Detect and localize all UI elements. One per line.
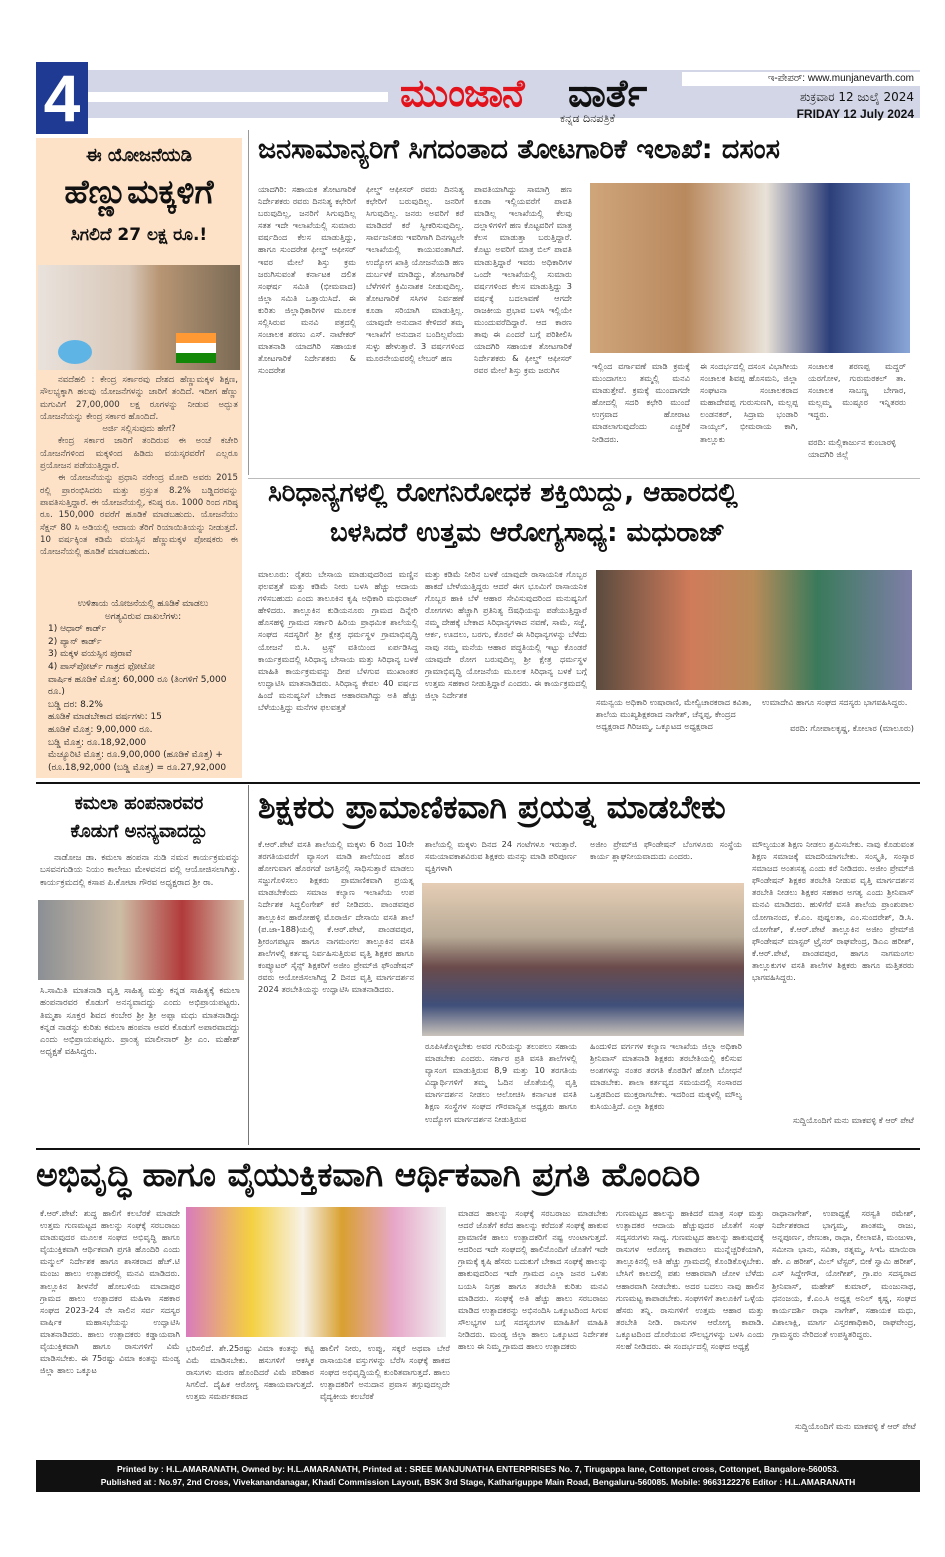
article4-headline: ಅಭಿವೃದ್ಧಿ ಹಾಗೂ ವೈಯುಕ್ತಿಕವಾಗಿ ಆರ್ಥಿಕವಾಗಿ ಪ್ರಗತಿ ಹೊಂದಿರಿ (36, 1155, 701, 1194)
kamala-headline-line1: ಕಮಲಾ ಹಂಪನಾರವರ (74, 793, 204, 814)
article2-caption: ಸಮನ್ವಯ ಅಧಿಕಾರಿ ಉಷಾರಾಣಿ, ಮೇಲ್ವಿಚಾರಕರಾದ ಕವಿತಾ, ಶಾಲೆಯ ಮುಖ್ಯಶಿಕ್ಷಕರಾದ ನಾಗೇಶ್, ಚೆನ್ನಪ್ಪ, ಕೇಂದ್ರದ ಅಧ್ಯಕ್ಷರಾದ ಗಿರಿಜಮ್ಮ, ಒಕ್ಕೂಟದ ಅಧ್ಯಕ್ಷರಾದ (596, 697, 752, 731)
logo-munjane: ಮುಂಜಾನೆ (400, 71, 524, 115)
article1-headline: ಜನಸಾಮಾನ್ಯರಿಗೆ ಸಿಗದಂತಾದ ತೋಟಗಾರಿಕೆ ಇಲಾಖೆ: ದಸಂಸ (258, 134, 780, 165)
fact-item: ಹೂಡಿಕೆ ಮಾಡಬೇಕಾದ ವರ್ಷಗಳು: 15 (48, 712, 162, 723)
kamala-intro: ನಾಡೋಜ ಡಾ. ಕಮಲಾ ಹಂಪನಾ ನುಡಿ ನಮನ ಕಾರ್ಯಕ್ರಮವನ್ನು ಬಸವನಗುಡಿಯ ನಿಯಂ ಕಾಲೇಜು ಮೇಳವನದ ವಲ್ಲಿ ಆಯೋಜಿಸಲಾಗಿತ್ತು. ಕಾರ್ಯಕ್ರಮದಲ್ಲಿ ಕಸಾಪ ಪಿ.ಕೋಟಾ ಗೌರವ ಅಧ್ಯಕ್ಷರಾದ ಶ್ರೀ ರಾ. (40, 853, 240, 888)
docs-title: ಉಳಿತಾಯ ಯೋಜನೆಯಲ್ಲಿ ಹೂಡಿಕೆ ಮಾಡಲು (77, 599, 209, 609)
box-para: ಕೇಂದ್ರ ಸರ್ಕಾರ ಜಾರಿಗೆ ತಂದಿರುವ ಈ ಅಂಚೆ ಕಚೇರಿ ಯೋಜನೆಗಳಿಂದ ಮಕ್ಕಳಿಂದ ಹಿಡಿದು ವಯಸ್ಕರವರೆಗೆ ಎಲ್ಲರೂ ಪ್ರಯೋಜನ ಪಡೆಯುತ್ತಿದ್ದಾರೆ. (40, 436, 238, 472)
article1-col: ಇಲ್ಲಿಂದ ವರ್ಗಾವಣೆ ಮಾಡಿ ಕ್ರಮಕ್ಕೆ ಮುಂದಾಗಲು ತಮ್ಮಲ್ಲಿ ಮನವಿ ಮಾಡುತ್ತೇವೆ. ಕ್ರಮಕ್ಕೆ ಮುಂದಾಗದೇ ಹೋದಲ್ಲಿ ಸದರಿ ಕಛೇರಿ ಮುಂದೆ ಉಗ್ರವಾದ ಹೋರಾಟ ಮಾಡಲಾಗುವುದೆಂದು ಎಚ್ಚರಿಕೆ ನೀಡಿದರು. (592, 361, 690, 444)
article4-col: ಮಾಡದ ಹಾಲನ್ನು ಸಂಘಕ್ಕೆ ಸರಬರಾಜು ಮಾಡಬೇಕು ಆದರೆ ಜೊತೆಗೆ ಕರೆದ ಹಾಲನ್ನು ಕರೆದಂತೆ ಸಂಘಕ್ಕೆ ಹಾಕುವ ಪ್ರಾಮಾಣಿಕ ಹಾಲು ಉತ್ಪಾದಕರಿಗೆ ನಷ್ಟ ಉಂಟಾಗುತ್ತದೆ. ಆದರಿಂದ ಇದೇ ಸಂಘದಲ್ಲಿ ಹಾಲಿನೊಂದಿಗೆ ಜೊತೆಗೆ ಇದೇ ಗ್ರಾಮಕ್ಕೆ ಕೃಷಿ ಹೆಸರು ಬದುಕುಗೆ ಬೇಕಾದ ಸಂಘಕ್ಕೆ ಹಾಲನ್ನು ಹಾಕುವುದರಿಂದ ಇದೇ ಗ್ರಾಮದ ಎಲ್ಲಾ ಜನರ ಒಳಿತು ಬಯಸಿ ನಿಗ್ರಹ ಹಾಗೂ ತರಬೇತಿ ಕುರಿತು ಮನವಿ ಮಾಡಿದರು. ಸಂಘಕ್ಕೆ ಅತಿ ಹೆಚ್ಚು ಹಾಲು ಸರಬರಾಜು ಮಾಡಿದ ಉತ್ಪಾದಕರನ್ನು ಅಭಿನಂದಿಸಿ ಒಕ್ಕೂಟದಿಂದ ಸಿಗುವ ಸೌಲಭ್ಯಗಳ ಬಗ್ಗೆ ಸದಸ್ಯರುಗಳ ಮಾಹಿತಿಗೆ ಮಾಹಿತಿ ನೀಡಿದರು. ಮಂಡ್ಯ ಜಿಲ್ಲಾ ಹಾಲು ಒಕ್ಕೂಟದ ನಿರ್ದೇಶಕ ಹಾಲು ಈ ನಿಮ್ಮ ಗ್ರಾಮದ ಹಾಲು ಉತ್ಪಾದಕರು (458, 1208, 608, 1352)
doc-item: 2) ಪ್ಯಾನ್ ಕಾರ್ಡ್ (48, 636, 102, 647)
article1-photo (590, 183, 910, 353)
tagline: ಕನ್ನಡ ದಿನಪತ್ರಿಕೆ (560, 112, 616, 125)
column-divider (248, 130, 249, 475)
imprint-footer (36, 1460, 920, 1492)
imprint-line1: Printed by : H.L.AMARANATH, Owned by: H.L.AMARANATH, Printed at : SREE MANJUNATHA ENTERPRISES No. 7, Tirugappa lane, Cottonpet cross, Cottonpet, Bangalore-560053. (116, 1464, 840, 1474)
box-subhead: ಸಿಗಲಿದೆ 27 ಲಕ್ಷ ರೂ.! (70, 225, 208, 245)
box-para: ಈ ಯೋಜನೆಯನ್ನು ಪ್ರಧಾನಿ ನರೇಂದ್ರ ಮೋದಿ ಅವರು 2015 ರಲ್ಲಿ ಪ್ರಾರಂಭಿಸಿದರು ಮತ್ತು ಪ್ರಸ್ತುತ 8.2% ಬಡ್ಡಿದರವನ್ನು ಪಾವತಿಸುತ್ತಿದ್ದಾರೆ. ಈ ಯೋಜನೆಯಲ್ಲಿ, ಕನಿಷ್ಠ ರೂ. 1000 ರಿಂದ ಗರಿಷ್ಠ ರೂ. 150,000 ರವರೆಗೆ ಹೂಡಿಕೆ ಮಾಡಬಹುದು. ಯೋಜನೆಯು ಸೆಕ್ಷನ್ 80 ಸಿ ಅಡಿಯಲ್ಲಿ ಆದಾಯ ತೆರಿಗೆ ರಿಯಾಯಿತಿಯನ್ನು ನೀಡುತ್ತದೆ. 10 ವರ್ಷಕ್ಕಿಂತ ಕಡಿಮೆ ವಯಸ್ಸಿನ ಹೆಣ್ಣುಮಕ್ಕಳ ಪೋಷಕರು ಈ ಯೋಜನೆಯಲ್ಲಿ ಹೂಡಿಕೆ ಮಾಡಬಹುದು. (40, 473, 238, 558)
date-english: FRIDAY 12 July 2024 (796, 107, 914, 121)
epaper-link[interactable]: ಇ-ಪೇಪರ್: www.munjanevarth.com (682, 72, 920, 86)
article1-col: ಫೀಲ್ಡ್ ಆಫೀಸರ್ ರವರು ದಿನನಿತ್ಯ ಕಛೇರಿಗೆ ಬರುವುದಿಲ್ಲ. ಜನರಿಗೆ ಸಿಗುವುದಿಲ್ಲ. ಜನರು ಅವರಿಗೆ ಕರೆ ಮಾಡಿದರೆ ಕರೆ ಸ್ವೀಕರಿಸುವುದಿಲ್ಲ. ಸಾರ್ವಜನಿಕರು ಇವರಿಗಾಗಿ ದಿನಗಟ್ಟಲೇ ಇಲಾಖೆಯಲ್ಲಿ ಕಾಯುವಂತಾಗಿದೆ. ಉದ್ಯೋಗ ಖಾತ್ರಿ ಯೋಜನೆಯಡಿ ಹಣ ದುರ್ಬಳಕೆ ಮಾಡಿದ್ದು, ತೋಟಗಾರಿಕೆ ಬೆಳೆಗಳಿಗೆ ಕ್ರಿಮಿನಾಶಕ ನೀಡುವುದಿಲ್ಲ. ತೋಟಗಾರಿಕೆ ಸಸಿಗಳ ನಿರ್ವಹಣೆ ಕೂಡಾ ಸರಿಯಾಗಿ ಮಾಡುತ್ತಿಲ್ಲ. ಯಾವುದೇ ಅನುದಾನ ಕೇಳಿದರೆ ತಮ್ಮ ಇಲಾಖೆಗೆ ಅನುದಾನ ಬಂದಿಲ್ಲವೆಂದು ಸುಳ್ಳು ಹೇಳುತ್ತಾರೆ. 3 ವರ್ಷಗಳಿಂದ ಮೂರನೇಯವರಲ್ಲಿ ಲೇಬರ್ ಹಣ (366, 184, 464, 364)
docs-title: ಅಗತ್ಯವಿರುವ ದಾಖಲೆಗಳು: (104, 611, 182, 622)
article2-caption: ಉಮಾದೇವಿ ಹಾಗೂ ಸಂಘದ ಸದಸ್ಯರು ಭಾಗವಹಿಸಿದ್ದರು. (762, 697, 908, 707)
kamala-body: ಸಿ.ಸಾಮಿತಿ ಮಾತನಾಡಿ ವೃತ್ತಿ ಸಾಹಿತ್ಯ ಮತ್ತು ಕನ್ನಡ ಸಾಹಿತ್ಯಕ್ಕೆ ಕಮಲಾ ಹಂಪನಾರವರ ಕೊಡುಗೆ ಅನನ್ಯವಾದದ್ದು ಎಂದು ಅಭಿಪ್ರಾಯಪಟ್ಟರು. ತಿಮ್ಮಶಾ ಸೂಕ್ತರ ಶಿವದ ಕಂಬೇರ ಶ್ರೀ ಶ್ರೀ ಅಪ್ಪಾ ಮಧು ಮಾತನಾಡಿದ್ದು ಕನ್ನಡ ನಾಡನ್ನು ಕುರಿತು ಕಮಲಾ ಹಂಪನಾ ಅವರ ಕೊಡುಗೆ ಅಪಾರವಾದದ್ದು ಎಂದು ಅಭಿಪ್ರಾಯಪಟ್ಟರು. ಪ್ರಾಂತ್ಯ ಮಾಲೀನಾರ್ ಶ್ರೀ ಎಂ. ಮಹೇಶ್ ಅಧ್ಯಕ್ಷತೆ ವಹಿಸಿದ್ದರು. (40, 986, 240, 1058)
docs-list (48, 598, 238, 774)
article2-headline-line1: ಸಿರಿಧಾನ್ಯಗಳಲ್ಲಿ ರೋಗನಿರೋಧಕ ಶಕ್ತಿಯಿದ್ದು, ಆಹಾರದಲ್ಲಿ (268, 478, 738, 508)
article3-col: ಮೌಲ್ಯಯುತ ಶಿಕ್ಷಣ ನೀಡಲು ಶ್ರಮಿಸಬೇಕು. ನಾವು ಕೊಡುವಂತ ಶಿಕ್ಷಣ ಸಮಾಜಕ್ಕೆ ಮಾದರಿಯಾಗಬೇಕು. ಸಂಸ್ಕೃತಿ, ಸಂಸ್ಕಾರ ಸಮಾಜದ ಅಂತಃಸತ್ವ ಎಂದು ಕರೆ ನೀಡಿದರು. ಅಜೀಂ ಪ್ರೇಮ್‌ಜಿ ಫೌಂಡೇಷನ್ ಶಿಕ್ಷಕರ ತರಬೇತಿ ನೀಡುವ ವೃತ್ತಿ ಮಾರ್ಗದರ್ಶನ ತರಬೇತಿ ನೀಡಲು ಶಿಕ್ಷಕರ ಸಹಕಾರ ಅಗತ್ಯ ಎಂದು ಶ್ರೀನಿವಾಸ್ ಮನವಿ ಮಾಡಿದರು. ಹುಳಿಗೆರೆ ವಸತಿ ಶಾಲೆಯ ಪ್ರಾಂಶುಪಾಲ ಯೋಗಾನಂದ, ಕೆ.ಎಂ. ಪುಷ್ಪಲತಾ, ಎಂ.ಸುಂದರೇಶ್, ಡಿ.ಸಿ. ಯೋಗೇಶ್, ಕೆ.ಆರ್.ಪೇಟೆ ತಾಲ್ಲೂಕಿನ ಅಜೀಂ ಪ್ರೇಮ್‌ಜಿ ಫೌಂಡೇಷನ್ ಮಾಸ್ಟರ್ ಟ್ರೈನರ್ ರಾಘವೇಂದ್ರ, ಡಿಎಎ ಹರೀಶ್, ಕೆ.ಆರ್.ಪೇಟೆ, ಪಾಂಡವಪುರ, ಹಾಗೂ ನಾಗಮಂಗಲ ತಾಲ್ಲೂಕುಗಳ ವಸತಿ ಶಾಲೆಗಳ ಶಿಕ್ಷಕರು ಹಾಗೂ ಮತ್ತಿತರರು ಭಾಗವಹಿಸಿದ್ದರು. (752, 839, 914, 983)
article3-col: ಅಜೀಂ ಪ್ರೇಮ್‌ಜಿ ಫೌಂಡೇಷನ್ ಬೆಂಗಳೂರು ಸಂಸ್ಥೆಯ ಕಾರ್ಯ ಶ್ಲಾಘನೀಯವಾದುದು ಎಂದರು. (590, 839, 742, 862)
article4-col: ಹಾಲಿಗೆ ನೀರು, ಉಪ್ಪು, ಸಕ್ಕರೆ ಅಥವಾ ಬೇರೆ ರಾಸಾಯನಿಕ ವಸ್ತುಗಳನ್ನು ಬೆರೆಸಿ ಸಂಘಕ್ಕೆ ಹಾಕದ ಸಂಘದ ಅಭಿವೃದ್ಧಿಯಲ್ಲಿ ಕುಂಠಿತವಾಗುತ್ತದೆ. ಹಾಲು ಉತ್ಪಾದಕರಿಗೆ ಅನುದಾನ ಪ್ರವಾಸ ತಗ್ಗುವುದಲ್ಲದೇ ವೈದ್ಯಕೀಯ ಕಲಬೆರಕೆ (320, 1343, 450, 1402)
article3-col: ರೂಪಿಸಿಕೊಳ್ಳಬೇಕು ಅವರ ಗುರಿಯನ್ನು ತಲುಪಲು ಸಹಾಯ ಮಾಡಬೇಕು ಎಂದರು. ಸರ್ಕಾರ ಪ್ರತಿ ವಸತಿ ಶಾಲೆಗಳಲ್ಲಿ ವ್ಯಾಸಂಗ ಮಾಡುತ್ತಿರುವ 8,9 ಮತ್ತು 10 ತರಗತಿಯ ವಿದ್ಯಾರ್ಥಿಗಳಿಗೆ ತಮ್ಮ ಓದಿನ ಜೊತೆಯಲ್ಲಿ ವೃತ್ತಿ ಮಾರ್ಗದರ್ಶನ ನೀಡಲು ಆಲೋಚಿಸಿ ಕರ್ನಾಟಕ ವಸತಿ ಶಿಕ್ಷಣ ಸಂಸ್ಥೆಗಳ ಸಂಘದ ಗೌರವಾನ್ವಿತ ಅಧ್ಯಕ್ಷರು ಹಾಗೂ ಉದ್ಯೋಗ ಮಾರ್ಗದರ್ಶನ ನೀಡುತ್ತಿರುವ (425, 1041, 577, 1124)
article4-col: ಕೆ.ಆರ್.ಪೇಟೆ: ಶುದ್ಧ ಹಾಲಿಗೆ ಕಲಬೆರಕೆ ಮಾಡದೇ ಉತ್ತಮ ಗುಣಮಟ್ಟದ ಹಾಲನ್ನು ಸಂಘಕ್ಕೆ ಸರಬರಾಜು ಮಾಡುವುದರ ಮೂಲಕ ಸಂಘದ ಅಭಿವೃದ್ಧಿ ಹಾಗೂ ವೈಯುಕ್ತಿಕವಾಗಿ ಆರ್ಥಿಕವಾಗಿ ಪ್ರಗತಿ ಹೊಂದಿರಿ ಎಂದು ಮನ್ಮುಲ್ ನಿರ್ದೇಶಕ ಹಾಗೂ ಶಾಸಕರಾದ ಹೆಚ್.ಟಿ ಮಂಜು ಹಾಲು ಉತ್ಪಾದಕರಲ್ಲಿ ಮನವಿ ಮಾಡಿದರು. ತಾಲ್ಲೂಕಿನ ಶೀಳನೆರೆ ಹೋಬಳಿಯ ಮಾದಾಪುರ ಗ್ರಾಮದ ಹಾಲು ಉತ್ಪಾದಕರ ಮಹಿಳಾ ಸಹಕಾರ ಸಂಘದ 2023-24 ನೇ ಸಾಲಿನ ಸರ್ವ ಸದಸ್ಯರ ವಾರ್ಷಿಕ ಮಹಾಸಭೆಯನ್ನು ಉದ್ಘಾಟಿಸಿ ಮಾತನಾಡಿದರು. ಹಾಲು ಉತ್ಪಾದಕರು ಕಡ್ಡಾಯವಾಗಿ ವೈಯುಕ್ತಿಕವಾಗಿ ಹಾಗೂ ರಾಸುಗಳಿಗೆ ವಿಮೆ ಮಾಡಿಸಬೇಕು. ಈ 75ರಷ್ಟು ವಿಮಾ ಕಂತನ್ನು ಮಂಡ್ಯ ಜಿಲ್ಲಾ ಹಾಲು ಒಕ್ಕೂಟ (40, 1208, 180, 1376)
fact-item: ಬಡ್ಡಿ ದರ: 8.2% (48, 699, 103, 710)
imprint-line2: Published at : No.97, 2nd Cross, Vivekanandanagar, Khadi Commission Layout, BSK 3rd Stage, Kathariguppe Main Road, Bengaluru-560085. Mobile: 9663122276 Editor : H.L.AMARANATH (100, 1477, 856, 1487)
teachers-group-photo (422, 883, 744, 1036)
article1-col: ಯಾದಗಿರಿ: ಸಹಾಯಕ ತೋಟಗಾರಿಕೆ ನಿರ್ದೇಶಕರು ರವರು ದಿನನಿತ್ಯ ಕಛೇರಿಗೆ ಬರುವುದಿಲ್ಲ, ಜನರಿಗೆ ಸಿಗುವುದಿಲ್ಲ ಸತತ ಇದೇ ಇಲಾಖೆಯಲ್ಲಿ ಸುಮಾರು ವರ್ಷದಿಂದ ಕೆಲಸ ಮಾಡುತ್ತಿದ್ದು, ಹಾಗೂ ಸುಂದರೇಶ ಫೀಲ್ಡ್ ಆಫೀಸರ್ ಇವರ ಮೇಲೆ ಶಿಸ್ತು ಕ್ರಮ ಜರುಗಿಸುವಂತೆ ಕರ್ನಾಟಕ ದಲಿತ ಸಂಘರ್ಷ ಸಮಿತಿ (ಭೀಮವಾದ) ಜಿಲ್ಲಾ ಸಮಿತಿ ಒತ್ತಾಯಿಸಿದೆ. ಈ ಕುರಿತು ಜಿಲ್ಲಾಧಿಕಾರಿಗಳ ಮೂಲಕ ಸಲ್ಲಿಸಿರುವ ಮನವಿ ಪತ್ರದಲ್ಲಿ ಸಂಚಾಲಕ ಶರಣು ಎಸ್. ನಾಟೇಕರ್ ಮಾತನಾಡಿ ಯಾದಗಿರಿ ಸಹಾಯಕ ತೋಟಗಾರಿಕೆ ನಿರ್ದೇಶಕರು & ಸುಂದರೇಶ (258, 184, 356, 376)
article2-col: ಮತ್ತು ಕಡಿಮೆ ನೀರಿನ ಬಳಕೆ ಯಾವುದೇ ರಾಸಾಯನಿಕ ಗೊಬ್ಬರ ಹಾಕದೆ ಬೇಳೆಯುತ್ತಿದ್ದರು ಆದರೆ ಈಗ ಭೂಮಿಗೆ ರಾಸಾಯನಿಕ ಗೊಬ್ಬರ ಹಾಕಿ ಬೆಳೆ ಆಹಾರ ಸೇವಿಸುವುದರಿಂದ ಮನುಷ್ಯನಿಗೆ ರೋಗಗಳು ಹೆಚ್ಚಾಗಿ ಪ್ರತಿನಿತ್ಯ ಔಷಧಿಯನ್ನು ಪಡೆಯುತ್ತಿದ್ದಾರೆ ನಮ್ಮ ದೇಹಕ್ಕೆ ಬೇಕಾದ ಸಿರಿಧಾನ್ಯಗಳಾದ ನವಣೆ, ಸಾಮೆ, ಸಜ್ಜೆ, ಆರ್ಕ, ಊದಲು, ಬರಗು, ಕೊರಲೆ ಈ ಸಿರಿಧಾನ್ಯಗಳನ್ನು ಬೆಳೆದು ನಾವು ನಮ್ಮ ಮನೆಯ ಆಹಾರ ಪದ್ಧತಿಯಲ್ಲಿ ಇಟ್ಟು ಕೊಂಡರೆ ಯಾವುದೇ ರೋಗ ಬರುವುದಿಲ್ಲ ಶ್ರೀ ಕ್ಷೇತ್ರ ಧರ್ಮಸ್ಥಳ ಗ್ರಾಮಾಭಿವೃದ್ಧಿ ಯೋಜನೆಯ ಮೂಲಕ ಸಿರಿಧಾನ್ಯ ಬಳಕೆ ಬಗ್ಗೆ ಉತ್ತಮ ಸಹಕಾರ ನೀಡುತ್ತಿದ್ದಾರೆ ಎಂದರು. ಈ ಕಾರ್ಯಕ್ರಮದಲ್ಲಿ ಜಿಲ್ಲಾ ನಿರ್ದೇಶಕ (425, 569, 587, 700)
doc-item: 4) ಪಾಸ್‌ಪೋರ್ಟ್ ಗಾತ್ರದ ಫೋಟೋ (48, 661, 155, 672)
kamala-headline-line2: ಕೊಡುಗೆ ಅನನ್ಯವಾದದ್ದು (70, 821, 208, 842)
article2-headline-line2: ಬಳಸಿದರೆ ಉತ್ತಮ ಆರೋಗ್ಯಸಾಧ್ಯ: ಮಧುರಾಜ್ (330, 518, 726, 548)
article1-byline: ವರದಿ: ಮಲ್ಲಿಕಾರ್ಜುನ ಕುಂಬಾರಳ್ಳಿ ಯಾದಗಿರಿ ಜಿಲ್ಲೆ (808, 437, 896, 459)
section-divider (36, 782, 920, 784)
article1-col: ಸಂಚಾಲಕ ಶರಣಪ್ಪ ಮದ್ದರ್ ಯರಗೋಳ, ಗುರುಮಠಕಲ್ ತಾ. ಸಂಚಾಲಕ ಸಾಬಣ್ಣ ಬೇಗಾರ, ಮಲ್ಲಮ್ಮ ಮುಷ್ಠೂರ ಇನ್ನಿತರರು ಇದ್ದರು. (808, 361, 906, 420)
article3-byline: ಸುದ್ದಿಯೊಂದಿಗೆ ಮನು ಮಾಕವಳ್ಳಿ ಕೆ ಆರ್ ಪೇಟೆ (792, 1115, 914, 1125)
fact-item: ವಾರ್ಷಿಕ ಹೂಡಿಕೆ ಮೊತ್ತ: 60,000 ರೂ (ತಿಂಗಳಿಗೆ 5,000 ರೂ.) (48, 674, 227, 698)
fact-item: ಬಡ್ಡಿ ಮೊತ್ತ: ರೂ.18,92,000 (48, 737, 147, 748)
article1-col: ಪಾವತಿಯಾಗಿದ್ದು ಸಾಮಾಗ್ರಿ ಹಣ ಕೂಡಾ ಇಲ್ಲಿಯವರೆಗೆ ಪಾವತಿ ಮಾಡಿಲ್ಲ ಇಲಾಖೆಯಲ್ಲಿ ಕೆಲವು ದಲ್ಲಾಳಿಗಳಿಗೆ ಹಣ ಕೊಟ್ಟವರಿಗೆ ಮಾತ್ರ ಕೆಲಸ ಮಾಡುತ್ತಾ ಬರುತ್ತಿದ್ದಾರೆ. ಕೊಟ್ಟು ಅವರಿಗೆ ಮಾತ್ರ ಬಿಲ್ ಪಾವತಿ ಮಾಡುತ್ತಿದ್ದಾರೆ ಇವರು ಅಧಿಕಾರಿಗಳ ಒಂದೇ ಇಲಾಖೆಯಲ್ಲಿ ಸುಮಾರು ವರ್ಷಗಳಿಂದ ಕೆಲಸ ಮಾಡುತ್ತಿದ್ದು 3 ವರ್ಷಕ್ಕೆ ಬದಲಾವಣೆ ಆಗದೇ ರಾಜಕೀಯ ಪ್ರಭಾವ ಬಳಸಿ ಇಲ್ಲಿಯೇ ಮುಂದುವರೆದಿದ್ದಾರೆ. ಆದ ಕಾರಣ ತಾವು ಈ ಎಂದರೆ ಬಗ್ಗೆ ಪರಿಶೀಲಿಸಿ ಯಾದಗಿರಿ ಸಹಾಯಕ ತೋಟಗಾರಿಕೆ ನಿರ್ದೇಶಕರು & ಫೀಲ್ಡ್ ಆಫೀಸರ್ ರವರ ಮೇಲೆ ಶಿಸ್ತು ಕ್ರಮ ಜರುಗಿಸ (474, 184, 572, 376)
article2-byline: ವರದಿ: ಗೋಪಾಲಕೃಷ್ಣ, ಕೋಲಾರ (ಮಾಲೂರು) (790, 723, 914, 733)
india-flag-image (176, 333, 216, 363)
article4-col: ರಾಧಾನಾಗೇಶ್, ಉಪಾಧ್ಯಕ್ಷೆ ಸರಸ್ವತಿ ರಮೇಶ್, ನಿರ್ದೇಶಕರಾದ ಭಾಗ್ಯಮ್ಮ, ಶಾಂತಮ್ಮ ರಾಜು, ಅನ್ನಪೂರ್ಣ, ರೇಣುಕಾ, ರಾಧಾ, ಲೀಲಾವತಿ, ಮಂಜುಳಾ, ಸಮೀನಾ ಭಾನು, ಸವಿತಾ, ರತ್ನಮ್ಮ, ಸಿಇಓ ಮಾಯಿರಾ ಹೇ. ಎ ಹರೀಶ್, ಮಿಲ್ ಟೆಸ್ಟರ್, ಬೀಕೆ ಸ್ವಾಮಿ ಹರೀಶ್, ಎಸ್ ಸಿದ್ದೇಗೌಡ, ಯೋಗೀಶ್, ಗ್ರಾ.ಪಂ ಸದಸ್ಯರಾದ ಶ್ರೀನಿವಾಸ್, ಮಹೇಶ್ ಕುಮಾರ್, ಮಂಜುನಾಥ, ಧನಂಜಯ, ಕೆ.ಎಂ.ಸಿ ಅಧ್ಯಕ್ಷ ಅನಿಲ್ ಕೃಷ್ಣ, ಸಂಘದ ಕಾರ್ಯದರ್ಶಿ ರಾಧಾ ನಾಗೇಶ್, ಸಹಾಯಕ ಮಧು, ವಿಶಾಲಾಕ್ಷಿ, ಮಾರ್ಗ ವಿಸ್ತರಣಾಧಿಕಾರಿ, ರಾಘವೇಂದ್ರ, ಗ್ರಾಮಸ್ಥರು ನೇರಿದಂತೆ ಉಪಸ್ಥಿತರಿದ್ದರು. (772, 1208, 916, 1339)
article3-col: ಶಾಲೆಯಲ್ಲಿ ಮಕ್ಕಳು ದಿನದ 24 ಗಂಟೆಗಳೂ ಇರುತ್ತಾರೆ. ಸಮಯಾವಕಾಶವಿರುವ ಶಿಕ್ಷಕರು ಮನಸ್ಸು ಮಾಡಿ ಪರಿಪೂರ್ಣ ವ್ಯಕ್ತಿಗಳಾಗಿ (425, 839, 577, 874)
masthead-stripe (88, 92, 388, 102)
fact-item: ಮೆಚ್ಯೂರಿಟಿ ಮೊತ್ತ: ರೂ.9,00,000 (ಹೂಡಿಕೆ ಮೊತ್ತ) + (ರೂ.18,92,000 (ಬಡ್ಡಿ ಮೊತ್ತ) = ರೂ.27,92,000 (48, 750, 227, 773)
box-body (40, 374, 238, 558)
box-kicker: ಈ ಯೋಜನೆಯಡಿ (86, 145, 192, 166)
doc-item: 3) ಮಕ್ಕಳ ವಯಸ್ಸಿನ ಪುರಾವೆ (48, 649, 132, 660)
dairy-meeting-photo (186, 1207, 446, 1337)
article4-byline: ಸುದ್ದಿಯೊಂದಿಗೆ ಮನು ಮಾಕವಳ್ಳಿ ಕೆ ಆರ್ ಪೇಟೆ (794, 1421, 916, 1431)
box-headline: ಹೆಣ್ಣುಮಕ್ಕಳಿಗೆ (64, 172, 214, 211)
date-kannada: ಶುಕ್ರವಾರ 12 ಜುಲೈ 2024 (800, 90, 914, 104)
column-divider (248, 785, 249, 1145)
kamala-headline (36, 790, 242, 846)
box-para: ನವದೆಹಲಿ : ಕೇಂದ್ರ ಸರ್ಕಾರವು ದೇಶದ ಹೆಣ್ಣುಮಕ್ಕಳ ಶಿಕ್ಷಣ, ಸೌಲಭ್ಯಕ್ಕಾಗಿ ಹಲವು ಯೋಜನೆಗಳನ್ನು ಜಾರಿಗೆ ತಂದಿದೆ. ಇದೀಗ ಹೆಣ್ಣು ಮಗುವಿಗೆ 27,00,000 ಲಕ್ಷ ರೂಗಳನ್ನು ನೀಡುವ ಅದ್ಭುತ ಯೋಜನೆಯನ್ನು ಕೇಂದ್ರ ಸರ್ಕಾರ ಹೊಂದಿದೆ. (40, 375, 238, 422)
article2-col: ಮಾಲೂರು: ರೈತರು ಬೇಸಾಯ ಮಾಡುವುದರಿಂದ ಮಣ್ಣಿನ ಫಲವತ್ತತೆ ಮತ್ತು ಕಡಿಮೆ ನೀರು ಬಳಸಿ ಹೆಚ್ಚು ಆದಾಯ ಗಳಿಸಬಹುದು ಎಂದು ತಾಲೂಕಿನ ಕೃಷಿ ಅಧಿಕಾರಿ ಮಧುರಾಜ್ ಹೇಳಿದರು. ತಾಲ್ಲೂಕಿನ ಕುಡಿಯನೂರು ಗ್ರಾಮದ ದಿನ್ನೇರಿ ಹೊಸಹಳ್ಳಿ ಗ್ರಾಮದ ಸರ್ಕಾರಿ ಹಿರಿಯ ಪ್ರಾಥಮಿಕ ಶಾಲೆಯಲ್ಲಿ ಸಂಘದ ಸದಸ್ಯರಿಗೆ ಶ್ರೀ ಕ್ಷೇತ್ರ ಧರ್ಮಸ್ಥಳ ಗ್ರಾಮಾಭಿವೃದ್ಧಿ ಯೋಜನೆ ಬಿ.ಸಿ. ಟ್ರಸ್ಟ್ ವತಿಯಿಂದ ಏರ್ಪಡಿಸಿದ್ದ ಕಾರ್ಯಕ್ರಮದಲ್ಲಿ ಸಿರಿಧಾನ್ಯ ಬೇಸಾಯ ಮತ್ತು ಸಿರಿಧಾನ್ಯ ಬಳಕೆ ಮಾಹಿತಿ ಕಾರ್ಯಕ್ರಮವನ್ನು ದೀಪ ಬೆಳಗುವ ಮುಖಾಂತರ ಉದ್ಘಾಟಿಸಿ ಮಾತನಾಡಿದರು. ಸಿರಿಧಾನ್ಯ ಕೇವಲ 40 ವರ್ಷದ ಹಿಂದೆ ಮನುಷ್ಯನಿಗೆ ಬೇಕಾದ ಆಹಾರವಾಗಿದ್ದು ಅತಿ ಹೆಚ್ಚು ಬೆಳೆಯುತ್ತಿದ್ದು ಮನೆಗಳ ಫಲವತ್ತತೆ (258, 569, 418, 713)
article4-col: ಗುಣಮಟ್ಟದ ಹಾಲನ್ನು ಹಾಕಿದರೆ ಮಾತ್ರ ಸಂಘ ಮತ್ತು ಉತ್ಪಾದಕರ ಆದಾಯ ಹೆಚ್ಚುವುದರ ಜೊತೆಗೆ ಸಂಘ ಸದ್ಯಸರುಗಳು ಸಾಧ್ಯ. ಗುಣಮಟ್ಟದ ಹಾಲನ್ನು ಹಾಕುವುದಕ್ಕೆ ರಾಸುಗಳ ಆರೋಗ್ಯ ಕಾಪಾಡಲು ಮುನ್ನೆಚ್ಚರಿಕೆಯಾಗಿ, ತಾಲ್ಲೂಕಿನಲ್ಲಿ ಅತಿ ಹೆಚ್ಚು ಗ್ರಾಮದಲ್ಲಿ ಕೊಂಡಿಕೊಳ್ಳಬೇಕು. ಬೇಸಿಗೆ ಕಾಲದಲ್ಲಿ ಪಶು ಆಹಾರವಾಗಿ ಜೋಳ ಬೆಳೆದು ಆಹಾರವಾಗಿ ನೀಡಬೇಕು. ಅದರ ಬದಲು ನಾವು ಹಾಲಿನ ಗುಣಮಟ್ಟ ಕಾಪಾಡಬೇಕು. ಸಂಘಗಳಿಗೆ ತಾಲೂಕಿಗೆ ಒಳ್ಳೆಯ ಹೆಸರು ತನ್ನಿ. ರಾಸುಗಳಿಗೆ ಉತ್ತಮ ಆಹಾರ ಮತ್ತು ತರಬೇತಿ ನೀಡಿ. ರಾಸುಗಳ ಆರೋಗ್ಯ ಕಾಪಾಡಿ. ಒಕ್ಕೂಟದಿಂದ ದೊರೆಯುವ ಸೌಲಭ್ಯಗಳನ್ನು ಬಳಸಿ ಎಂದು ಸಲಹೆ ನೀಡಿದರು. ಈ ಸಂದರ್ಭದಲ್ಲಿ ಸಂಘದ ಅಧ್ಯಕ್ಷೆ (616, 1208, 764, 1352)
box-question: ಅರ್ಜಿ ಸಲ್ಲಿಸುವುದು ಹೇಗೆ? (102, 424, 176, 435)
logo-varthe: ವಾರ್ತೆ (568, 71, 648, 115)
article4-col: ಭರಿಸಲಿದೆ. ಶೇ.25ರಷ್ಟು ವಿಮಾ ಕಂತನ್ನು ಕಟ್ಟಿ ವಿಮೆ ಮಾಡಿಸಬೇಕು. ಹಸುಗಳಿಗೆ ಆಕಸ್ಮಿಕ ರಾಸುಗಳು ಮರಣ ಹೊಂದಿದರೆ ವಿಮೆ ಪರಿಹಾರ ಸಿಗಲಿದೆ. ದೈಹಿಕ ಆರೋಗ್ಯ ಸಹಾಯವಾಗುತ್ತದೆ. ಉತ್ತಮ ಸಮರ್ಪಕವಾದ (186, 1343, 314, 1402)
piggy-bank-image (58, 340, 92, 364)
article3-col: ಹಿಂದುಳಿದ ವರ್ಗಗಳ ಕಲ್ಯಾಣ ಇಲಾಖೆಯ ಜಿಲ್ಲಾ ಅಧಿಕಾರಿ ಶ್ರೀನಿವಾಸ್ ಮಾತನಾಡಿ ಶಿಕ್ಷಕರು ತರಬೇತಿಯಲ್ಲಿ ಕಲಿಸುವ ಅಂಶಗಳನ್ನು ನಂತರ ತರಗತಿ ಕೊಠಡಿಗೆ ಹೋಗಿ ಬೋಧನೆ ಮಾಡಬೇಕು. ಶಾಲಾ ಕರ್ತವ್ಯದ ಸಮಯದಲ್ಲಿ ಸಂಸಾರದ ಒತ್ತಡದಿಂದ ಮುಕ್ತರಾಗಬೇಕು. ಇದರಿಂದ ಮಕ್ಕಳಲ್ಲಿ ಮೌಲ್ಯ ಕುಸಿಯುತ್ತಿದೆ. ಎಲ್ಲಾ ಶಿಕ್ಷಕರು (590, 1041, 742, 1112)
article1-col: ಈ ಸಂದರ್ಭದಲ್ಲಿ ದಸಂಸ ವಿಭಾಗೀಯ ಸಂಚಾಲಕ ಶಿವಪ್ಪ ಹೊಸಮನಿ, ಜಿಲ್ಲಾ ಸಂಘಟನಾ ಸಂಚಾಲಕರಾದ ಮಹಾದೇವಪ್ಪ ಗುರುಸುಣಗಿ, ಮಲ್ಲಪ್ಪ ಲಂಡನಕರ್, ಸಿದ್ರಾಮ ಭಂಡಾರಿ ನಾಯ್ಕಲ್, ಭೀಮರಾಯ ಕಾಗಿ, ತಾಲ್ಲೂಕು (700, 361, 798, 444)
section-divider (36, 1148, 920, 1150)
page-number: 4 (36, 62, 88, 134)
article3-headline: ಶಿಕ್ಷಕರು ಪ್ರಾಮಾಣಿಕವಾಗಿ ಪ್ರಯತ್ನ ಮಾಡಬೇಕು (258, 788, 726, 826)
article3-col: ಕೆ.ಆರ್.ಪೇಟೆ ವಸತಿ ಶಾಲೆಯಲ್ಲಿ ಮಕ್ಕಳು 6 ರಿಂದ 10ನೇ ತರಗತಿಯವರೆಗೆ ವ್ಯಾಸಂಗ ಮಾಡಿ ಶಾಲೆಯಿಂದ ಹೊರ ಹೋಗುವಾಗ ಹೊರಗಡೆ ಜಗತ್ತಿನಲ್ಲಿ ಸಾಧಿಸುತ್ತಾರೆ ಮಾಡಲು ಸಜ್ಜುಗೊಳಿಸಲು ಶಿಕ್ಷಕರು ಪ್ರಾಮಾಣಿಕವಾಗಿ ಪ್ರಯತ್ನ ಮಾಡಬೇಕೆಂದು ಸಮಾಜ ಕಲ್ಯಾಣ ಇಲಾಖೆಯ ಉಪ ನಿರ್ದೇಶಕ ಸಿದ್ದಲಿಂಗೇಶ್ ಕರೆ ನೀಡಿದರು. ಪಾಂಡವಪುರ ತಾಲ್ಲೂಕಿನ ಹಾರೋಹಳ್ಳಿ ಮೊರಾರ್ಜಿ ದೇಸಾಯಿ ವಸತಿ ಶಾಲೆ (ಪ.ಜಾ-188)ಯಲ್ಲಿ ಕೆ.ಆರ್.ಪೇಟೆ, ಪಾಂಡವಪುರ, ಶ್ರೀರಂಗಪಟ್ಟಣ ಹಾಗೂ ನಾಗಮಂಗಲ ತಾಲ್ಲೂಕಿನ ವಸತಿ ಶಾಲೆಗಳಲ್ಲಿ ಕರ್ತವ್ಯ ನಿರ್ವಹಿಸುತ್ತಿರುವ ವೃತ್ತಿ ಶಿಕ್ಷಕರ ಹಾಗೂ ಕಂಪ್ಯೂಟರ್ ಸೈನ್ಸ್ ಶಿಕ್ಷಕರಿಗೆ ಅಜೀಂ ಪ್ರೇಮ್‌ಜಿ ಫೌಂಡೇಷನ್ ರವರು ಆಯೋಜಿಸಲಾಗಿದ್ದ 2 ದಿನದ ವೃತ್ತಿ ಮಾರ್ಗದರ್ಶನ 2024 ತರಬೇತಿಯನ್ನು ಉದ್ಘಾಟಿಸಿ ಮಾತನಾಡಿದರು. (258, 839, 414, 995)
article2-photo (596, 570, 912, 690)
kamala-photo (38, 900, 244, 980)
fact-item: ಹೂಡಿಕೆ ಮೊತ್ತ: 9,00,000 ರೂ. (48, 724, 153, 735)
doc-item: 1) ಆಧಾರ್ ಕಾರ್ಡ್ (48, 624, 107, 635)
